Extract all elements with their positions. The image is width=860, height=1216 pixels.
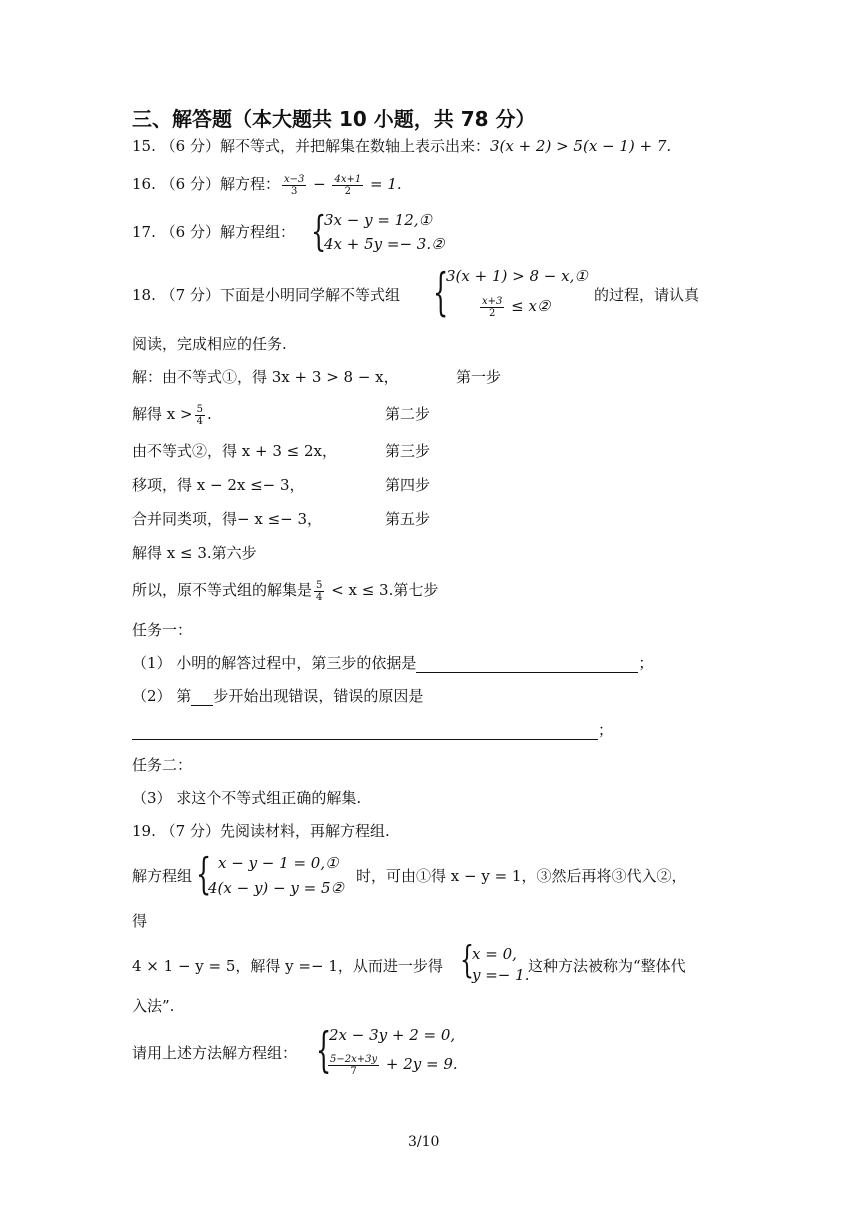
sub-question-2: （2） 第 步开始出现错误，错误的原因是 bbox=[132, 687, 424, 705]
question-18 bbox=[132, 285, 400, 305]
sub-question-3: （3） 求这个不等式组正确的解集. bbox=[132, 789, 362, 807]
question-16: 16. （6 分）解方程： $\frac{x-3}{3}$ − $\frac{4x+1}{2}$ = 1. bbox=[132, 173, 402, 197]
question-text: 下面是小明同学解不等式组 bbox=[219, 286, 400, 304]
fraction-1: $\frac{x-3}{3}$ bbox=[283, 173, 305, 197]
step-5-label: 第五步 bbox=[385, 510, 431, 528]
step-5: 合并同类项，得− x ≤− 3， bbox=[132, 510, 323, 528]
example-line-4: 入法”. bbox=[132, 997, 175, 1015]
question-15 bbox=[132, 136, 671, 156]
left-brace: { bbox=[311, 208, 327, 256]
sub-question-1: （1） 小明的解答过程中，第三步的依据是 ； bbox=[132, 654, 654, 672]
solution-y: y =− 1. bbox=[472, 966, 530, 984]
step-3-label: 第三步 bbox=[385, 442, 431, 460]
task-1-heading: 任务一： bbox=[132, 621, 193, 639]
question-text: 解方程： bbox=[219, 175, 280, 193]
system-inequality-2: $\frac{x+3}{2}$ ≤ x② bbox=[482, 295, 551, 319]
problem-equation-2: $\frac{5-2x+3y}{7}$ + 2y = 9. bbox=[330, 1053, 458, 1077]
question-number: 19. bbox=[132, 822, 156, 840]
system-equation-2: 4x + 5y =− 3.② bbox=[324, 235, 445, 253]
task-2-heading: 任务二： bbox=[132, 756, 193, 774]
step-1-label: 第一步 bbox=[456, 368, 502, 386]
question-19 bbox=[132, 821, 390, 841]
question-number: 18. bbox=[132, 286, 156, 304]
conclusion: 所以，原不等式组的解集是 $\frac{5}{4}$ < x ≤ 3.第七步 bbox=[132, 579, 439, 603]
example-explanation: 时，可由①得 x − y = 1，③然后再将③代入②， bbox=[356, 867, 687, 885]
question-17 bbox=[132, 222, 295, 242]
question-text: 解不等式，并把解集在数轴上表示出来： bbox=[219, 137, 490, 155]
example-line-3-end: 这种方法被称为“整体代 bbox=[528, 957, 686, 975]
example-lead: 解方程组 bbox=[132, 867, 193, 885]
left-brace: { bbox=[433, 263, 449, 322]
question-number: 15. bbox=[132, 137, 156, 155]
question-text-continued: 的过程，请认真 bbox=[594, 286, 700, 304]
step-1: 解：由不等式①，得 3x + 3 > 8 − x， bbox=[132, 368, 399, 386]
fraction-2: $\frac{4x+1}{2}$ bbox=[334, 173, 362, 197]
question-text: 先阅读材料，再解方程组. bbox=[219, 822, 390, 840]
example-line-3: 4 × 1 − y = 5，解得 y =− 1，从而进一步得 bbox=[132, 957, 443, 975]
answer-blank[interactable] bbox=[416, 656, 638, 673]
left-brace: { bbox=[460, 940, 474, 983]
step-2: 解得 x > $\frac{5}{4}$ . bbox=[132, 403, 212, 427]
question-score: （6 分） bbox=[160, 175, 220, 193]
question-score: （7 分） bbox=[160, 822, 220, 840]
question-score: （6 分） bbox=[160, 223, 220, 241]
example-continued: 得 bbox=[132, 912, 148, 930]
problem-prompt: 请用上述方法解方程组： bbox=[132, 1044, 298, 1062]
step-4: 移项，得 x − 2x ≤− 3， bbox=[132, 476, 305, 494]
step-number-blank[interactable] bbox=[191, 689, 213, 706]
problem-equation-1: 2x − 3y + 2 = 0, bbox=[329, 1026, 456, 1044]
sub-question-2-answer-line: ； bbox=[132, 720, 613, 740]
step-6: 解得 x ≤ 3.第六步 bbox=[132, 544, 257, 562]
example-equation-2: 4(x − y) − y = 5② bbox=[208, 879, 344, 897]
question-number: 16. bbox=[132, 175, 156, 193]
example-equation-1: x − y − 1 = 0,① bbox=[218, 854, 339, 872]
page-number: 3/10 bbox=[408, 1134, 440, 1150]
question-number: 17. bbox=[132, 223, 156, 241]
inequality-expression: 3(x + 2) > 5(x − 1) + 7. bbox=[489, 137, 672, 155]
step-4-label: 第四步 bbox=[385, 476, 431, 494]
question-text-line-2: 阅读，完成相应的任务. bbox=[132, 335, 287, 353]
step-2-label: 第二步 bbox=[385, 405, 431, 423]
question-score: （6 分） bbox=[160, 137, 220, 155]
answer-blank[interactable] bbox=[132, 723, 598, 740]
system-equation-1: 3x − y = 12,① bbox=[324, 211, 432, 229]
section-title: 三、解答题（本大题共 10 小题，共 78 分） bbox=[132, 107, 536, 131]
left-brace: { bbox=[316, 1022, 332, 1078]
system-inequality-1: 3(x + 1) > 8 − x,① bbox=[446, 267, 588, 285]
step-3: 由不等式②，得 x + 3 ≤ 2x， bbox=[132, 442, 337, 460]
left-brace: { bbox=[196, 849, 212, 900]
question-score: （7 分） bbox=[160, 286, 220, 304]
solution-x: x = 0, bbox=[472, 945, 517, 963]
question-text: 解方程组： bbox=[219, 223, 295, 241]
